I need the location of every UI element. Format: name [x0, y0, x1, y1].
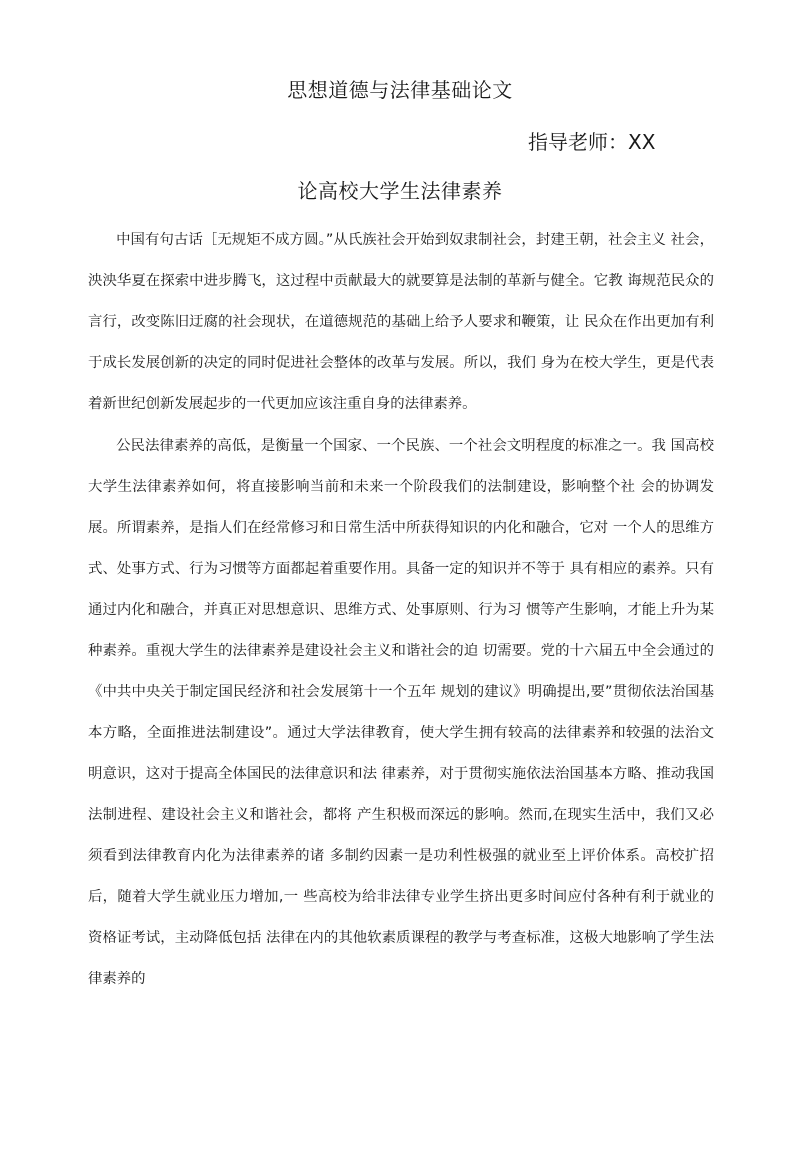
document-title: 思想道德与法律基础论文 — [287, 78, 513, 102]
paragraph — [88, 220, 714, 425]
advisor-line: 指导老师：XX — [528, 130, 656, 154]
paragraph-text: 公民法律素养的高低，是衡量一个国家、一个民族、一个社会文明程度的标准之一。我 国高校大学生法律素养如何，将直接影响当前和未来一个阶段我们的法制建设，影响整个社 会的协调发展。所谓素养，是指人们在经常修习和日常生活中所获得知识的内化和融合，它对 一个人的思维方式、处事方式、行为习惯等方面都起着重要作用。具备一定的知识并不等于 具有相应的素养。只有通过内化和融合，并真正对思想意识、思维方式、处事原则、行为习 惯等产生影响，才能上升为某种素养。重视大学生的法律素养是建设社会主义和谐社会的迫 切需要。党的十六届五中全会通过的《中共中央关于制定国民经济和社会发展第十一个五年 规划的建议》明确提出,要”贯彻依法治国基本方略，全面推进法制建设”。通过大学法律教育，使大学生拥有较高的法律素养和较强的法治文明意识，这对于提高全体国民的法律意识和法 律素养，对于贯彻实施依法治国基本方略、推动我国法制进程、建设社会主义和谐社会，都将 产生积极而深远的影响。然而,在现实生活中，我们又必须看到法律教育内化为法律素养的诸 多制约因素一是功利性极强的就业至上评价体系。高校扩招后，随着大学生就业压力增加,一 些高校为给非法律专业学生挤出更多时间应付各种有利于就业的资格证考试，主动降低包括 法律在内的其他软素质课程的教学与考查标准，这极大地影响了学生法律素养的 — [88, 438, 714, 987]
paragraph — [88, 426, 714, 1000]
essay-title: 论高校大学生法律素养 — [297, 179, 503, 203]
paragraph-text: 中国有句古话［无规矩不成方圆。”从氏族社会开始到奴隶制社会，封建王朝，社会主义 社会，泱泱华夏在探索中进步腾飞，这过程中贡献最大的就要算是法制的革新与健全。它教 诲规范民众的言行，改变陈旧迂腐的社会现状，在道德规范的基础上给予人要求和鞭策，让 民众在作出更加有利于成长发展创新的决定的同时促进社会整体的改革与发展。所以，我们 身为在校大学生，更是代表着新世纪创新发展起步的一代更加应该注重自身的法律素养。 — [88, 232, 714, 412]
